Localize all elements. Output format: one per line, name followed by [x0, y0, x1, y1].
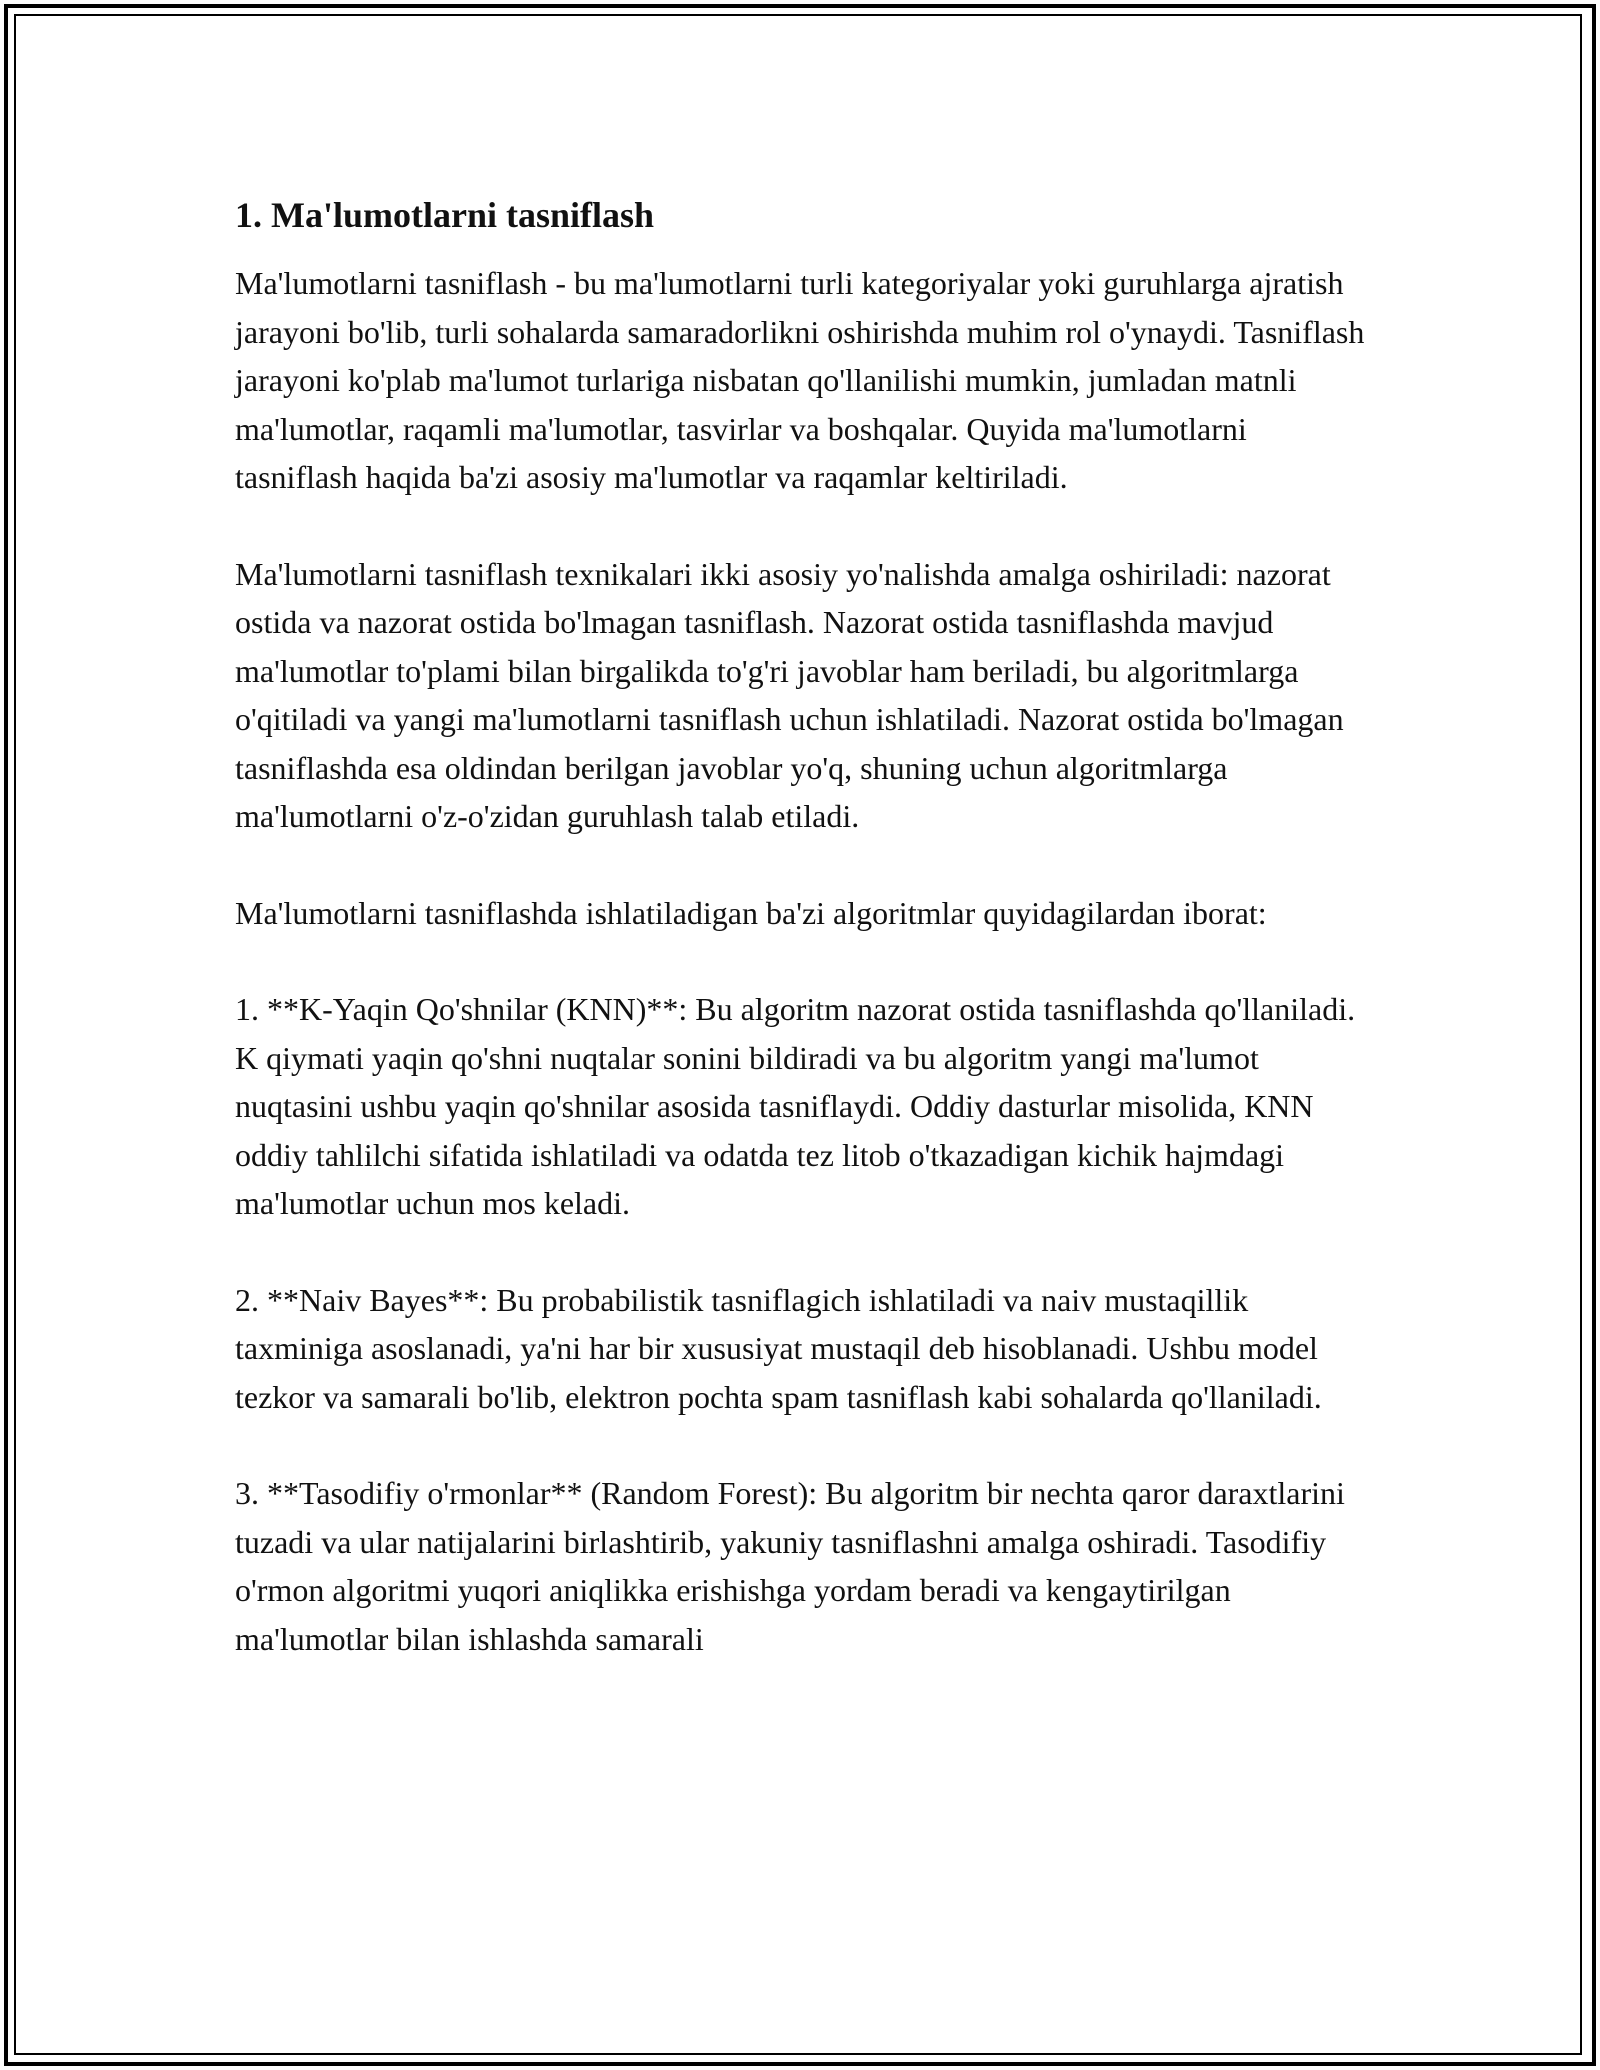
paragraph-naive-bayes: 2. **Naiv Bayes**: Bu probabilistik tasniflagich ishlatiladi va naiv mustaqillik taxminiga asoslanadi, ya'ni har bir xususiyat mustaqil deb hisoblanadi. Ushbu model tezkor va samarali bo'lib, elektron pochta spam tasniflash kabi sohalarda qo'llaniladi. [235, 1281, 1322, 1415]
section-heading: 1. Ma'lumotlarni tasniflash [235, 195, 655, 235]
paragraph-knn: 1. **K-Yaqin Qo'shnilar (KNN)**: Bu algoritm nazorat ostida tasniflashda qo'llaniladi. K qiymati yaqin qo'shni nuqtalar sonini bildiradi va bu algoritm yangi ma'lumot nuqtasini ushbu yaqin qo'shnilar asosida tasniflaydi. Oddiy dasturlar misolida, KNN oddiy tahlilchi sifatida ishlatiladi va odatda tez litob o'tkazadigan kichik hajmdagi ma'lumotlar uchun mos keladi. [235, 991, 1356, 1221]
paragraph-random-forest: 3. **Tasodifiy o'rmonlar** (Random Forest): Bu algoritm bir nechta qaror daraxtlarini tuzadi va ular natijalarini birlashtirib, yakuniy tasniflashni amalga oshiradi. Tasodifiy o'rmon algoritmi yuqori aniqlikka erishishga yordam beradi va kengaytirilgan ma'lumotlar bilan ishlashda samarali [235, 1475, 1345, 1657]
paragraph-intro: Ma'lumotlarni tasniflash - bu ma'lumotlarni turli kategoriyalar yoki guruhlarga ajratish jarayoni bo'lib, turli sohalarda samaradorlikni oshirishda muhim rol o'ynaydi. Tasniflash jarayoni ko'plab ma'lumot turlariga nisbatan qo'llanilishi mumkin, jumladan matnli ma'lumotlar, raqamli ma'lumotlar, tasvirlar va boshqalar. Quyida ma'lumotlarni tasniflash haqida ba'zi asosiy ma'lumotlar va raqamlar keltiriladi. [235, 265, 1365, 495]
paragraph-techniques: Ma'lumotlarni tasniflash texnikalari ikki asosiy yo'nalishda amalga oshiriladi: nazorat ostida va nazorat ostida bo'lmagan tasniflash. Nazorat ostida tasniflashda mavjud ma'lumotlar to'plami bilan birgalikda to'g'ri javoblar ham beriladi, bu algoritmlarga o'qitiladi va yangi ma'lumotlarni tasniflash uchun ishlatiladi. Nazorat ostida bo'lmagan tasniflashda esa oldindan berilgan javoblar yo'q, shuning uchun algoritmlarga ma'lumotlarni o'z-o'zidan guruhlash talab etiladi. [235, 555, 1344, 834]
paragraph-algorithms-intro: Ma'lumotlarni tasniflashda ishlatiladigan ba'zi algoritmlar quyidagilardan iborat: [235, 894, 1267, 931]
document-body [235, 185, 1365, 1663]
